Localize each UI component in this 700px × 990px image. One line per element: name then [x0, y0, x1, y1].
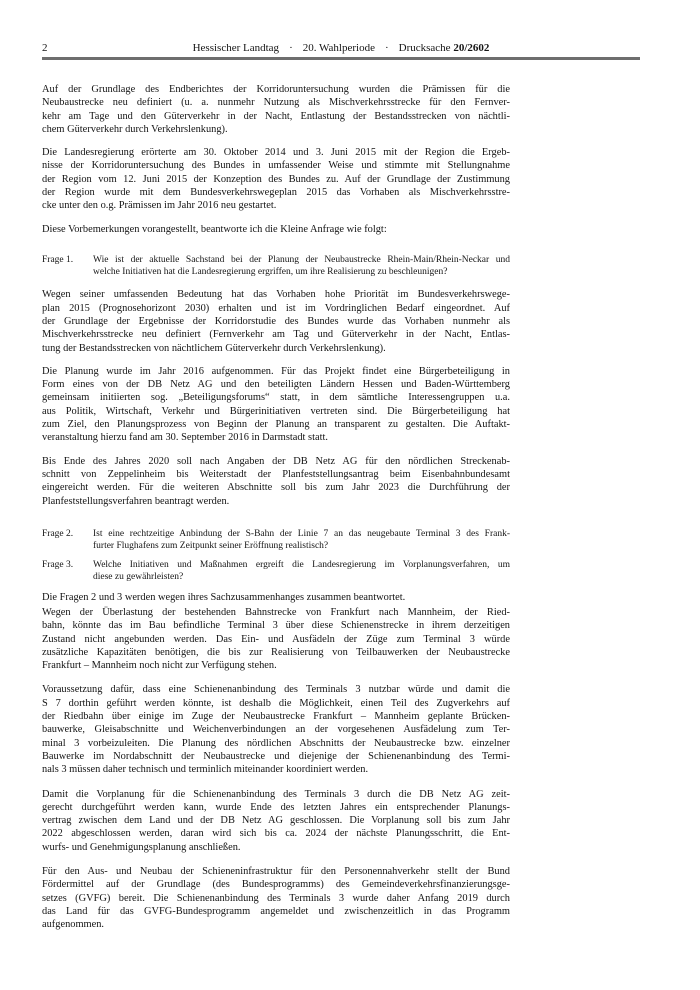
text-line: aus Politik, Wirtschaft, Verkehr und Bürgerinitiativen vertreten sind. Die Bürgerbeteiligung hat	[42, 405, 510, 417]
paragraph	[42, 455, 510, 508]
text-line: der Grundlage der Ergebnisse der Korridorstudie des Bundes wurde das Vorhaben nunmehr als	[42, 315, 510, 327]
paragraph	[42, 591, 510, 604]
document-body	[42, 83, 510, 931]
text-line: wurfs- und Genehmigungsplanung anschließen.	[42, 841, 241, 853]
text-line: Die Fragen 2 und 3 werden wegen ihres Sachzusammenhanges zusammen beantwortet.	[42, 591, 406, 603]
text-line: aufgenommen.	[42, 919, 105, 931]
text-line: cke unter den o.g. Prämissen im Jahr 2016 neu gestartet.	[42, 200, 277, 212]
paragraph	[42, 146, 510, 212]
text-line: der Region vom 12. Juni 2015 der Konzeption des Bundes zu. Auf der Grundlage der Zustimmung	[42, 173, 510, 185]
text-line: Wegen seiner umfassenden Bedeutung hat das Vorhaben hohe Priorität im Bundesverkehrswege-	[42, 289, 510, 301]
page-header	[42, 42, 640, 55]
text-line: Damit die Vorplanung für die Schienenanbindung des Terminals 3 durch die DB Netz AG zeit-	[42, 788, 510, 800]
question-text	[93, 528, 510, 552]
paragraph	[42, 288, 510, 354]
text-line: Neubaustrecke neu definiert (u. a. nunmehr Nutzung als Mischverkehrsstrecke für den Fernver-	[42, 97, 510, 109]
text-line: Ist eine rechtzeitige Anbindung der S-Bahn der Linie 7 an das neugebaute Terminal 3 des Frank-	[93, 528, 510, 539]
text-line: furter Flughafens zum Zeitpunkt seiner Eröffnung realistisch?	[93, 541, 329, 552]
text-line: Planfeststellungsverfahren beantragt werden.	[42, 495, 230, 507]
paragraph	[42, 223, 510, 236]
text-line: das Land für das GVFG-Bundesprogramm angemeldet und zwischenzeitlich in das Programm	[42, 905, 510, 917]
text-line: Bis Ende des Jahres 2020 soll nach Angaben der DB Netz AG für den nördlichen Streckenab-	[42, 455, 510, 467]
question-label: Frage 1.	[42, 254, 74, 265]
text-line: tung der Bestandsstrecken von nächtlichem Güterverkehr durch Verkehrslenkung).	[42, 342, 386, 354]
paragraph	[42, 788, 510, 854]
text-line: nisse der Korridoruntersuchung des Bundes in umfassender Weise und stimmte mit Stellungnahme	[42, 160, 510, 172]
text-line: Wie ist der aktuelle Sachstand bei der Planung der Neubaustrecke Rhein-Main/Rhein-Neckar und	[93, 254, 510, 265]
text-line: chem Güterverkehr durch Verkehrslenkung).	[42, 123, 228, 135]
text-line: Diese Vorbemerkungen vorangestellt, beantworte ich die Kleine Anfrage wie folgt:	[42, 223, 387, 235]
paragraph	[42, 365, 510, 445]
text-line: plan 2015 (Prognosehorizont 2030) erhalten und ist im Vordringlichen Bedarf eingeordnet. Auf	[42, 302, 510, 314]
header-separator: ·	[384, 42, 389, 54]
text-line: gemeinsam initiierten sog. „Beteiligungsforums“ statt, in dem sämtliche Interessengruppen u.a.	[42, 392, 510, 404]
question-label: Frage 2.	[42, 528, 74, 539]
text-line: schnitt von Zeppelinheim bis Weiterstadt der Planfeststellungsantrag beim Eisenbahnbundesamt	[42, 468, 510, 480]
question-text	[93, 254, 510, 278]
text-line: zum Ziel, den Planungsprozess von Beginn der Planung an transparent zu gestalten. Die Auftakt-	[42, 419, 510, 431]
text-line: welche Initiativen hat die Landesregierung ergriffen, um ihre Realisierung zu beschleunigen?	[93, 267, 448, 278]
paragraph	[42, 683, 510, 776]
paragraph	[42, 83, 510, 136]
text-line: Die Landesregierung erörterte am 30. Oktober 2014 und 3. Juni 2015 mit der Region die Ergeb-	[42, 147, 510, 159]
text-line: veranstaltung hierzu fand am 30. September 2016 in Darmstadt statt.	[42, 432, 328, 444]
text-line: Frankfurt – Mannheim noch nicht zur Verfügung stehen.	[42, 660, 277, 672]
text-line: vertrag zwischen dem Land und der DB Netz AG geschlossen. Die Vorplanung soll bis zum Jahr	[42, 815, 510, 827]
text-line: Form eines von der DB Netz AG und den beteiligten Ländern Hessen und Baden-Württemberg	[42, 379, 510, 391]
question-label: Frage 3.	[42, 560, 74, 571]
text-line: Bauwerke im Nordabschnitt der Neubaustrecke und diejenige der Schienenanbindung des Termi-	[42, 750, 510, 762]
question-text	[93, 559, 510, 583]
header-title	[42, 42, 640, 55]
text-line: diese zu gewährleisten?	[93, 572, 184, 583]
text-line: Mischverkehrsstrecke neu definiert (Fernverkehr am Tag und Güterverkehr in der Nacht, Entlas-	[42, 329, 510, 341]
question-item	[42, 528, 510, 552]
header-doc-number: 20/2602	[453, 42, 490, 54]
header-separator: ·	[289, 42, 293, 54]
header-parliament: Hessischer Landtag	[192, 42, 280, 54]
text-line: bahn, könnte das im Bau befindliche Terminal 3 über diese Schienenstrecke in ihrem derzeitigen	[42, 620, 510, 632]
text-line: kehr am Tage und den Güterverkehr in der Nacht, Entlastung der Bestandsstrecken von nächtli-	[42, 110, 510, 122]
paragraph	[42, 865, 510, 931]
text-line: der Region wurde mit dem Bundesverkehrswegeplan 2015 das Vorhaben als Mischverkehrsstre-	[42, 187, 510, 199]
text-line: nals 3 müssen daher technisch und terminlich miteinander koordiniert werden.	[42, 764, 369, 776]
paragraph	[42, 606, 510, 672]
text-line: Die Planung wurde im Jahr 2016 aufgenommen. Für das Projekt findet eine Bürgerbeteiligung in	[42, 365, 510, 377]
page-number: 2	[42, 42, 48, 54]
question-item	[42, 559, 510, 583]
text-line: zusätzliche Kapazitäten benötigen, die bis zur Realisierung von Teilbauwerken der Neubaustrecke	[42, 646, 510, 658]
text-line: eingereicht werden. Für die weiteren Abschnitte soll bis zum Jahr 2023 die Durchführung der	[42, 482, 510, 494]
header-period: 20. Wahlperiode	[302, 42, 375, 54]
text-line: minal 3 vorbeizuleiten. Die Planung des nördlichen Abschnitts der Neubaustrecke bzw. einzelner	[42, 737, 510, 749]
question-item	[42, 254, 510, 278]
text-line: 2022 abgeschlossen werden, daran wird sich bis ca. 2024 der nächste Planungsschritt, die Ent-	[42, 828, 510, 840]
text-line: Wegen der Überlastung der bestehenden Bahnstrecke von Frankfurt nach Mannheim, der Ried-	[42, 606, 510, 618]
text-line: gerecht durchgeführt werden kann, wurde Ende des letzten Jahres ein entsprechender Planungs-	[42, 801, 510, 813]
text-line: Welche Initiativen und Maßnahmen ergreift die Landesregierung im Vorplanungsverfahren, um	[93, 560, 510, 571]
text-line: Zustand nicht angebunden werden. Das Ein- und Ausfädeln der Züge zum Terminal 3 würde	[42, 633, 510, 645]
text-line: Fördermittel auf der Grundlage (des Bundesprogramms) des Gemeindeverkehrsfinanzierungsge-	[42, 879, 510, 891]
text-line: Für den Aus- und Neubau der Schieneninfrastruktur für den Personennahverkehr stellt der Bund	[42, 865, 510, 877]
text-line: setzes (GVFG) bereit. Die Schienenanbindung des Terminals 3 wurde daher Anfang 2019 durch	[42, 892, 510, 904]
header-doc-label: Drucksache	[398, 42, 451, 54]
text-line: der Riedbahn über einige im Zuge der Neubaustrecke Frankfurt – Mannheim geplante Brücken-	[42, 711, 510, 723]
header-rule	[42, 57, 640, 60]
text-line: Voraussetzung dafür, dass eine Schienenanbindung des Terminals 3 nutzbar würde und damit die	[42, 684, 510, 696]
text-line: S 7 dorthin geführt werden könnte, ist deshalb die Möglichkeit, einen Teil des Zugverkehrs auf	[42, 697, 510, 709]
text-line: bauwerke, Gleisabschnitte und Weichenverbindungen an der vorgesehenen Ausfädelung zum Ter-	[42, 724, 510, 736]
text-line: Auf der Grundlage des Endberichtes der Korridoruntersuchung wurden die Prämissen für die	[42, 84, 510, 95]
